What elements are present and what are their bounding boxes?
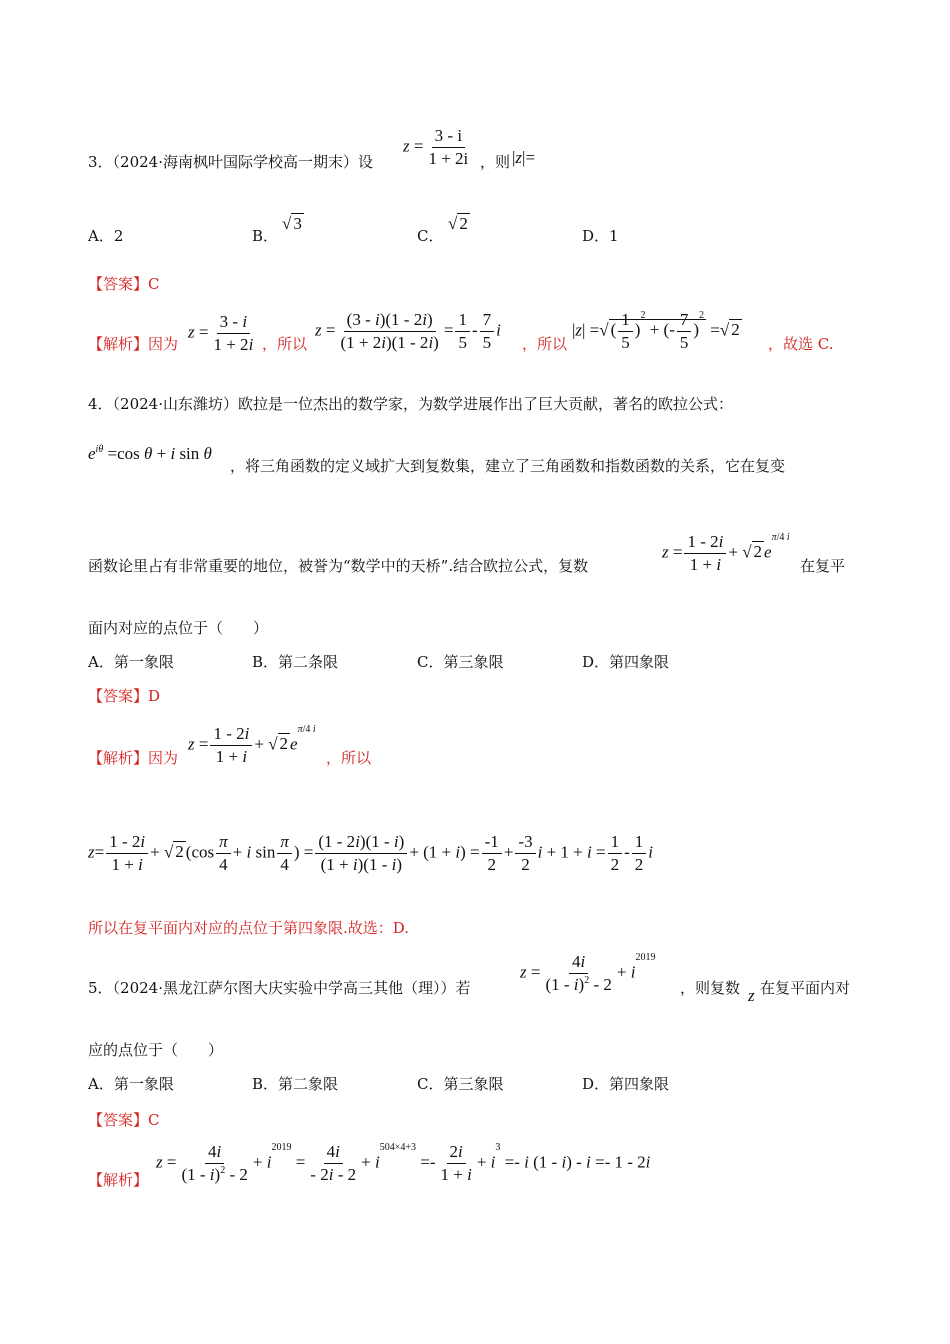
q3-option-d[interactable]: D．1 xyxy=(582,227,619,245)
q5-stem-mid: ，则复数 xyxy=(680,979,741,997)
q5-option-c[interactable]: C．第三象限 xyxy=(417,1075,504,1093)
q5-answer: 【答案】C xyxy=(88,1111,160,1129)
q4-analysis-label: 【解析】因为 xyxy=(88,749,179,767)
q3-option-c-sqrt: √ 2 xyxy=(448,214,468,233)
q5-analysis-calc: z = $\frac{4i}{(1 - i)^2 - 2}$ + $i^{2019}$ = $\frac{4i}{- 2i - 2}$ + $i^{504\times 4+3}$ =- $\frac{2i}{1 + i}$ + $i^3 =- i$ (1 - i) - i =- 1 - 2i xyxy=(156,1142,651,1184)
q4-conclusion: 所以在复平面内对应的点位于第四象限.故选：D. xyxy=(88,919,410,937)
q3-stem xyxy=(88,152,373,172)
q3-abs-z: |z|= xyxy=(512,148,536,167)
q3-option-b-sqrt: √ 3 xyxy=(282,214,302,233)
q3-analysis-label: 【解析】因为 xyxy=(88,335,179,353)
q3-option-b[interactable]: B． xyxy=(252,227,279,245)
q3-option-c[interactable]: C． xyxy=(417,227,444,245)
q5-option-a[interactable]: A．第一象限 xyxy=(88,1075,174,1093)
q4-stem-line3-end: 在复平 xyxy=(800,557,846,575)
q3-analysis-end: ，故选 C. xyxy=(768,335,834,353)
q3-answer: 【答案】C xyxy=(88,275,160,293)
q5-option-d[interactable]: D．第四象限 xyxy=(582,1075,670,1093)
q5-stem-prefix: 5．（2024·黑龙江萨尔图大庆实验中学高三其他（理））若 xyxy=(88,979,471,997)
q5-stem-line2: 应的点位于（ ） xyxy=(88,1041,224,1059)
q3-stem-mid: ，则 xyxy=(480,153,511,171)
q4-analysis-mid: ，所以 xyxy=(326,749,372,767)
q5-z-var: z xyxy=(748,986,755,1005)
q4-analysis-z: z = $\frac{1 - 2i}{1 + i}$ + √ 2 $e^{\pi/4 i}$ xyxy=(188,724,316,766)
q4-option-d[interactable]: D．第四象限 xyxy=(582,653,670,671)
q4-answer: 【答案】D xyxy=(88,687,161,705)
q4-stem-line4: 面内对应的点位于（ ） xyxy=(88,619,269,637)
q3-analysis-mid1: ，所以 xyxy=(262,335,308,353)
q4-option-a[interactable]: A．第一象限 xyxy=(88,653,174,671)
q5-stem-end: 在复平面内对 xyxy=(760,979,851,997)
q3-z-formula: z = $\frac{3 - i}{1 + 2i}$ xyxy=(403,126,469,168)
q4-option-b[interactable]: B．第二条限 xyxy=(252,653,339,671)
q4-analysis-calc: z= $\frac{1 - 2i}{1 + i}$ + √ 2 (cos $\frac{\pi}{4}$ + i sin $\frac{\pi}{4}$ ) = $\frac{(1 - 2i)(1 - i)}{(1 + i)(1 - i)}$ + (1 + i) = $\frac{-1}{2}$ + $\frac{-3}{2}$ i + 1 + i = $\frac{1}{2}$ - $\frac{1}{2}$ i xyxy=(88,832,653,874)
q5-z-formula: z = $\frac{4i}{(1 - i)^2 - 2}$ + $i^{2019}$ xyxy=(520,952,656,994)
q4-z-formula: z = $\frac{1 - 2i}{1 + i}$ + √ 2 $e^{\pi/4 i}$ xyxy=(662,532,790,574)
q3-analysis-z: z = $\frac{3 - i}{1 + 2i}$ xyxy=(188,312,254,354)
q5-analysis-label: 【解析】 xyxy=(88,1171,149,1189)
q3-analysis-calc: z = $\frac{(3 - i)(1 - 2i)}{(1 + 2i)(1 - 2i)}$ = $\frac{1}{5}$ - $\frac{7}{5}$ i xyxy=(315,310,501,352)
q3-analysis-abs: |z| =√ ( $\frac{1}{5}$ )$^2$ + (- $\frac{7}{5}$ )$^2$ =√ 2 xyxy=(572,310,740,352)
q4-stem-line3: 函数论里占有非常重要的地位，被誉为“数学中的天桥”.结合欧拉公式，复数 xyxy=(88,557,589,575)
q4-option-c[interactable]: C．第三象限 xyxy=(417,653,504,671)
q5-option-b[interactable]: B．第二象限 xyxy=(252,1075,339,1093)
q3-option-a[interactable]: A．2 xyxy=(88,227,124,245)
q3-analysis-mid2: ，所以 xyxy=(522,335,568,353)
q4-stem-line1: 4．（2024·山东潍坊）欧拉是一位杰出的数学家，为数学进展作出了巨大贡献，著名的欧拉公式： xyxy=(88,395,733,413)
q3-stem-prefix: 3．（2024·海南枫叶国际学校高一期末）设 xyxy=(88,153,373,171)
q4-stem-line2: ，将三角函数的定义域扩大到复数集，建立了三角函数和指数函数的关系，它在复变 xyxy=(230,457,786,475)
q4-euler-formula: $e^{i\theta} =\cos$ θ + i sin θ xyxy=(88,444,212,463)
